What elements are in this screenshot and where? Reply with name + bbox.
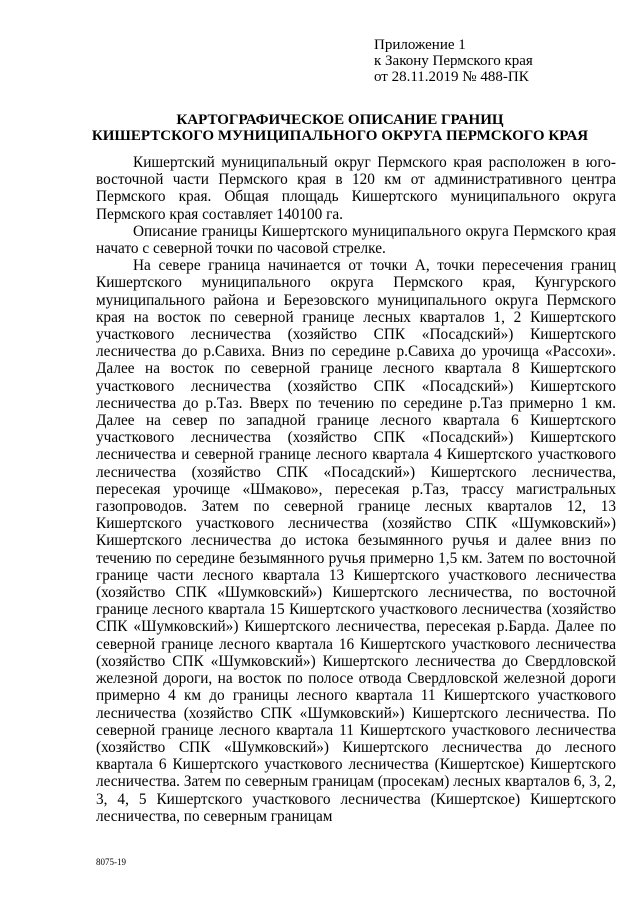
annex-line-3: от 28.11.2019 № 488-ПК bbox=[374, 69, 529, 85]
annex-line-1: Приложение 1 bbox=[374, 37, 466, 53]
document-title bbox=[60, 112, 620, 144]
annex-line-2: к Закону Пермского края bbox=[374, 53, 533, 69]
title-line-1: КАРТОГРАФИЧЕСКОЕ ОПИСАНИЕ ГРАНИЦ bbox=[176, 112, 504, 128]
document-body bbox=[96, 154, 616, 825]
annex-header bbox=[374, 37, 533, 85]
paragraph-area: Кишертский муниципальный округ Пермского края расположен в юго-восточной части Пермского края в 120 км от административного центра Пермского края. Общая площадь Кишертского муниципального округа Пермского края составляет 140100 га. bbox=[96, 154, 616, 223]
footer-code: 8075-19 bbox=[96, 857, 126, 867]
paragraph-description-start: Описание границы Кишертского муниципального округа Пермского края начато с северной точки по часовой стрелке. bbox=[96, 222, 616, 258]
paragraph-boundary-north: На севере граница начинается от точки А, точки пересечения границ Кишертского муниципального округа Пермского края, Кунгурского муниципального района и Березовского муниципального округа Пермского края на восток по северной границе лесных кварталов 1, 2 Кишертского участкового лесничества (хозяйство СПК «Посадский») Кишертского лесничества до р.Савиха. Вниз по середине р.Савиха до урочища «Рассохи». Далее на восток по северной границе лесного квартала 8 Кишертского участкового лесничества (хозяйство СПК «Посадский») Кишертского лесничества до р.Таз. Вверх по течению по середине р.Таз примерно 1 км. Далее на север по западной границе лесного квартала 6 Кишертского участкового лесничества (хозяйство СПК «Посадский») Кишертского лесничества и северной границе лесного квартала 4 Кишертского участкового лесничества (хозяйство СПК «Посадский») Кишертского лесничества, пересекая урочище «Шмаково», пересекая р.Таз, трассу магистральных газопроводов. Затем по северной границе лесных кварталов 12, 13 Кишертского участкового лесничества (хозяйство СПК «Шумковский») Кишертского лесничества до истока безымянного ручья и далее вниз по течению по середине безымянного ручья примерно 1,5 км. Затем по восточной границе части лесного квартала 13 Кишертского участкового лесничества (хозяйство СПК «Шумковский») Кишертского лесничества, по восточной границе лесного квартала 15 Кишертского участкового лесничества (хозяйство СПК «Шумковский») Кишертского лесничества, пересекая р.Барда. Далее по северной границе лесного квартала 16 Кишертского участкового лесничества (хозяйство СПК «Шумковский») Кишертского лесничества до Свердловской железной дороги, на восток по полосе отвода Свердловской железной дороги примерно 4 км до границы лесного квартала 11 Кишертского участкового лесничества (хозяйство СПК «Шумковский») Кишертского лесничества. По северной границе лесного квартала 11 Кишертского участкового лесничества (хозяйство СПК «Шумковский») Кишертского лесничества до лесного квартала 6 Кишертского участкового лесничества (Кишертское) Кишертского лесничества. Затем по северным границам (просекам) лесных кварталов 6, 3, 2, 3, 4, 5 Кишертского участкового лесничества (Кишертское) Кишертского лесничества, по северным границам bbox=[96, 257, 616, 825]
title-line-2: КИШЕРТСКОГО МУНИЦИПАЛЬНОГО ОКРУГА ПЕРМСКОГО КРАЯ bbox=[91, 128, 589, 144]
